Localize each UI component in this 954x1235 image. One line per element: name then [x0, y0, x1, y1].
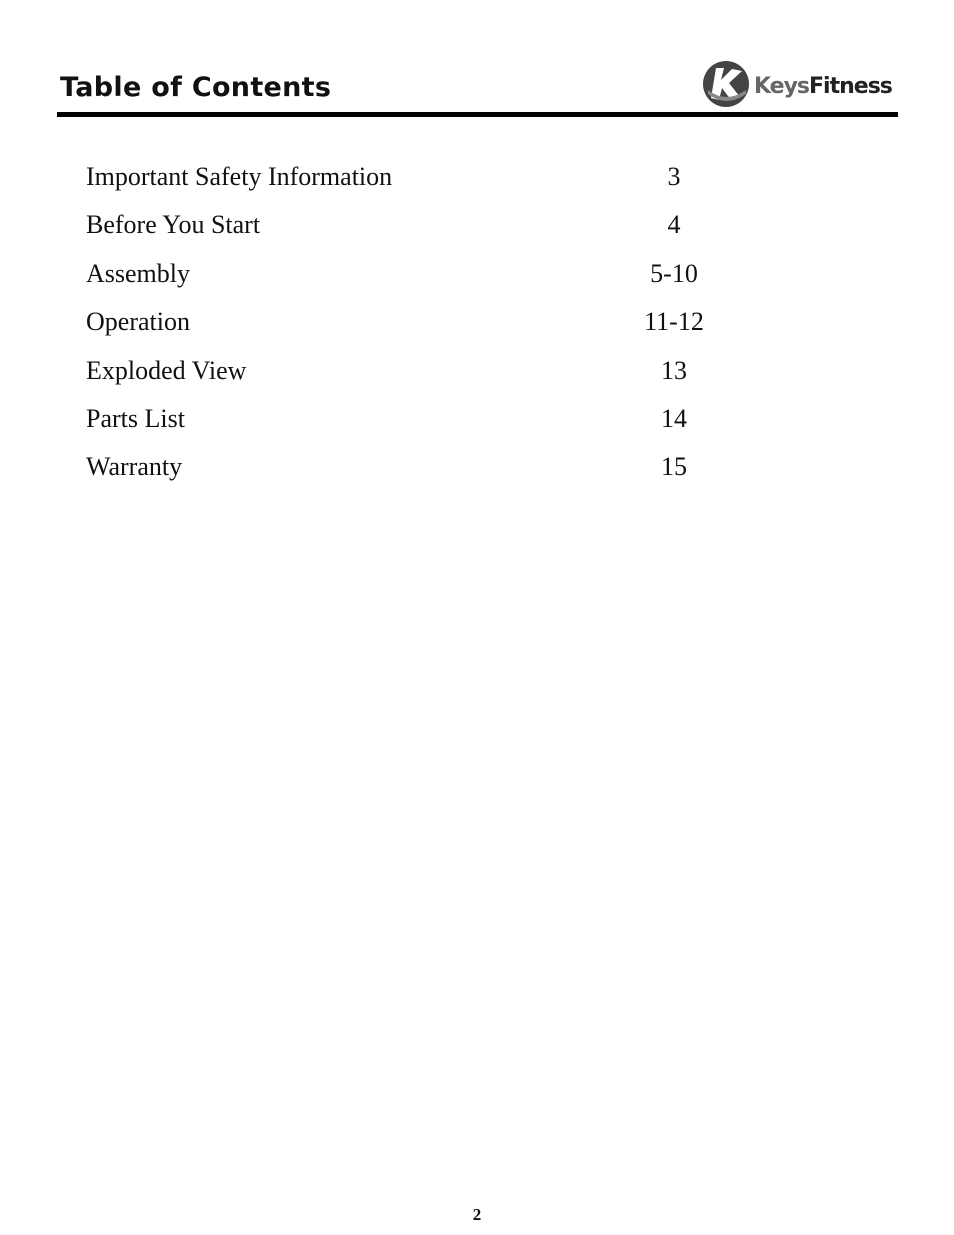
keysfitness-logo [698, 60, 898, 110]
toc-entry-title: Assembly [86, 258, 190, 288]
toc-entry-title: Parts List [86, 403, 185, 433]
toc-entry-page: 13 [661, 355, 687, 385]
page-title: Table of Contents [60, 72, 332, 103]
toc-entry[interactable] [86, 354, 786, 402]
toc-entry-page: 4 [667, 210, 681, 240]
logo-text-fitness: Fitness [809, 74, 892, 99]
toc-entry[interactable] [86, 208, 786, 256]
toc-entry[interactable] [86, 402, 786, 450]
toc-entry[interactable] [86, 305, 786, 353]
toc-entry-title: Warranty [86, 452, 183, 482]
toc-entry-title: Before You Start [86, 210, 261, 240]
toc-entry-page: 3 [667, 162, 681, 191]
page-header [57, 60, 898, 118]
toc-entry[interactable] [86, 450, 786, 498]
logo-text-keys: Keys [754, 74, 810, 99]
toc-entry-page: 14 [661, 403, 687, 433]
header-divider [57, 112, 898, 117]
toc-entry-page: 5-10 [650, 258, 698, 288]
toc-entry[interactable] [86, 257, 786, 305]
toc-entry-title: Exploded View [86, 355, 247, 385]
toc-entry-page: 15 [661, 452, 687, 482]
keysfitness-runner-logo-icon [702, 60, 750, 108]
toc-entry[interactable] [86, 160, 786, 208]
page-number: 2 [472, 1205, 482, 1224]
table-of-contents [86, 160, 786, 499]
logo-wordmark [754, 74, 892, 99]
toc-entry-title: Important Safety Information [86, 162, 393, 191]
toc-entry-title: Operation [86, 307, 190, 337]
toc-entry-page: 11-12 [644, 307, 704, 337]
